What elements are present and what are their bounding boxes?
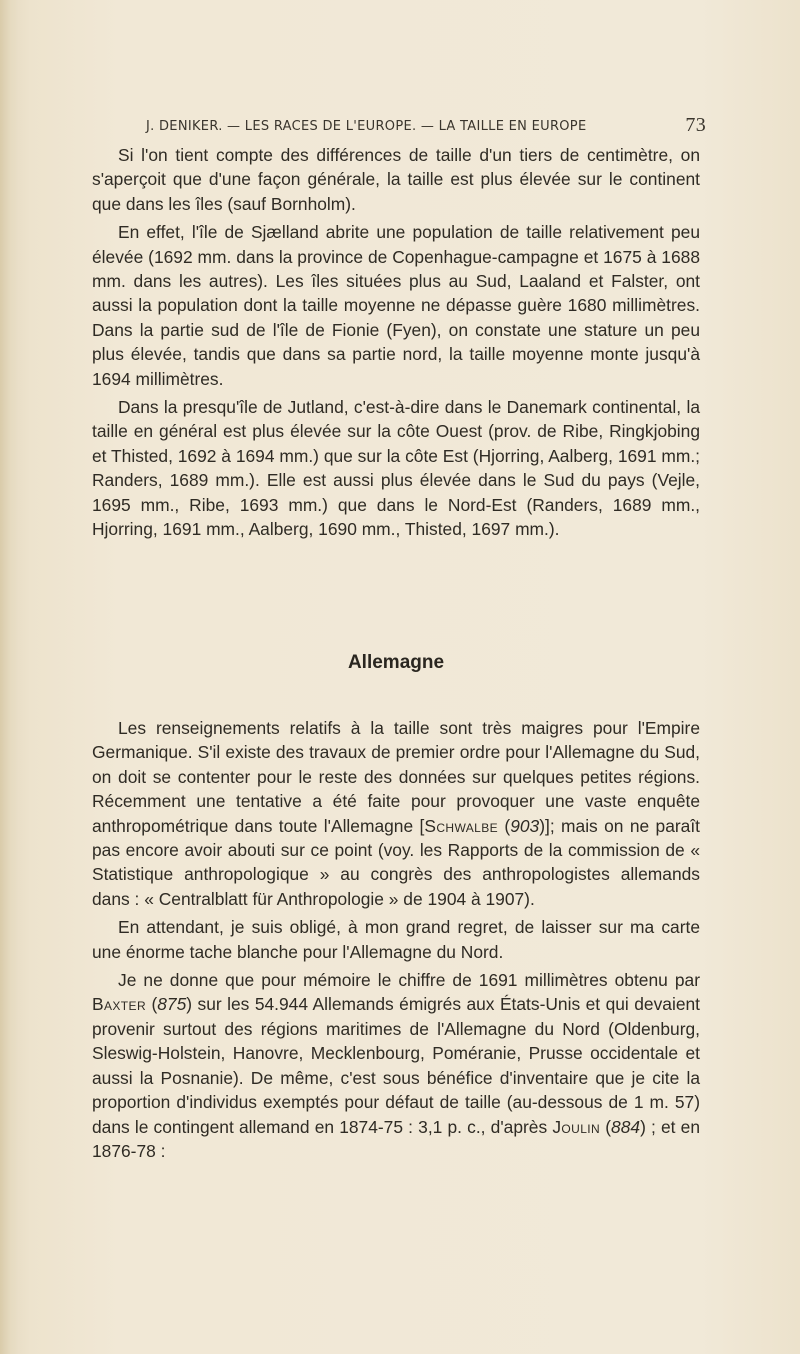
section-denmark-body — [92, 143, 700, 546]
paragraph: Dans la presqu'île de Jutland, c'est-à-dire dans le Danemark continental, la taille en général est plus élevée sur la côte Ouest (prov. de Ribe, Ringkjobing et Thisted, 1692 à 1694 mm.) que sur la côte Est (Hjorring, Aalberg, 1691 mm.; Randers, 1689 mm.). Elle est aussi plus élevée dans le Sud du pays (Vejle, 1695 mm., Ribe, 1693 mm.) que dans le Nord-Est (Randers, 1689 mm., Hjorring, 1691 mm., Aalberg, 1690 mm., Thisted, 1697 mm.). — [92, 397, 700, 540]
bibliography-reference: 884 — [611, 1116, 641, 1137]
section-heading-allemagne: Allemagne — [347, 652, 445, 673]
running-head — [146, 114, 706, 138]
paragraph: En attendant, je suis obligé, à mon grand regret, de laisser sur ma carte une énorme tache blanche pour l'Allemagne du Nord. — [92, 917, 700, 962]
bibliography-reference: 875 — [157, 994, 187, 1015]
paragraph: Je ne donne que pour mémoire le chiffre de 1691 millimètres obtenu par Baxter (875) sur les 54.944 Allemands émigrés aux États-Unis et qui devaient provenir surtout des régions maritimes de l'Allemagne du Nord (Oldenburg, Sleswig-Holstein, Hanovre, Mecklenbourg, Poméranie, Prusse occidentale et aussi la Posnanie). De même, c'est sous bénéfice d'inventaire que je cite la proportion d'individus exemptés pour défaut de taille (au-dessous de 1 m. 57) dans le contingent allemand en 1874-75 : 3,1 p. c., d'après Joulin (884) ; et en 1876-78 : — [92, 970, 700, 1161]
author-name: Baxter — [92, 994, 147, 1015]
book-spine-shadow — [0, 0, 18, 1354]
author-name: Schwalbe — [424, 815, 499, 836]
paragraph: Les renseignements relatifs à la taille sont très maigres pour l'Empire Germanique. S'il existe des travaux de premier ordre pour l'Allemagne du Sud, on doit se contenter pour le reste des données sur quelques petites régions. Récemment une tentative a été faite pour provoquer une vaste enquête anthropométrique dans toute l'Allemagne [Schwalbe (903)]; mais on ne paraît pas encore avoir abouti sur ce point (voy. les Rapports de la commission de « Statistique anthropologique » au congrès des anthropologistes allemands dans : « Centralblatt für Anthropologie » de 1904 à 1907). — [92, 718, 700, 909]
bibliography-reference: 903 — [510, 815, 540, 836]
running-head-title: J. DENIKER. — LES RACES DE L'EUROPE. — LA TAILLE EN EUROPE — [146, 119, 587, 134]
page-number: 73 — [685, 114, 706, 136]
paragraph: Si l'on tient compte des différences de taille d'un tiers de centimètre, on s'aperçoit que d'une façon générale, la taille est plus élevée sur le continent que dans les îles (sauf Bornholm). — [92, 145, 700, 214]
paragraph: En effet, l'île de Sjælland abrite une population de taille relativement peu élevée (1692 mm. dans la province de Copenhague-campagne et 1675 à 1688 mm. dans les autres). Les îles situées plus au Sud, Laaland et Falster, ont aussi la population dont la taille moyenne ne dépasse guère 1680 millimètres. Dans la partie sud de l'île de Fionie (Fyen), on constate une stature un peu plus élevée, tandis que dans sa partie nord, la taille moyenne monte jusqu'à 1694 millimètres. — [92, 222, 700, 389]
section-allemagne-body — [92, 716, 700, 1167]
author-name: Joulin — [552, 1116, 601, 1137]
